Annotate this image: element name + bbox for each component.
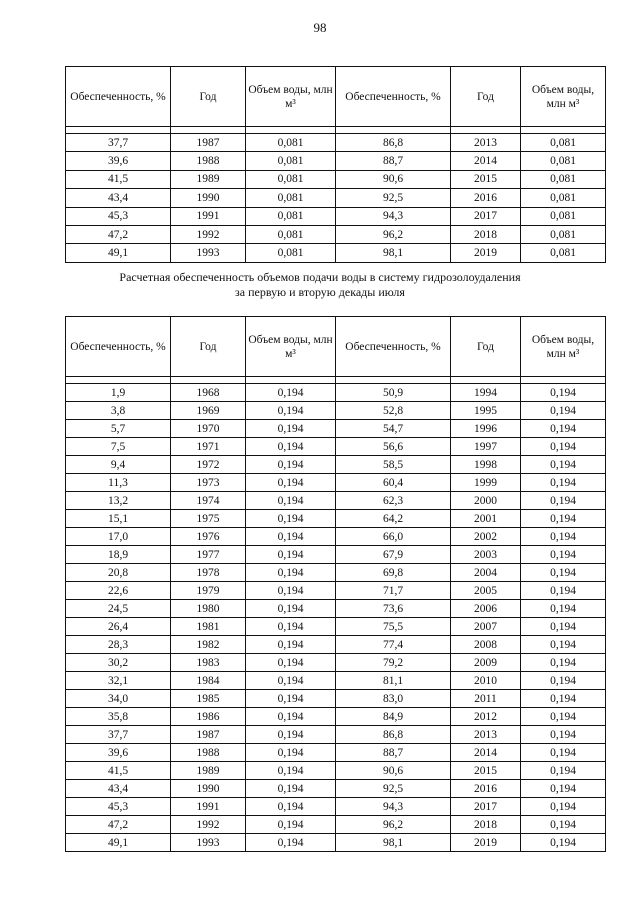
table-cell: 1980 <box>171 600 246 618</box>
column-header-supply: Обеспеченность, % <box>336 317 451 377</box>
table-cell: 0,194 <box>521 744 606 762</box>
table-cell: 3,8 <box>66 402 171 420</box>
table-cell: 41,5 <box>66 170 171 188</box>
table-cell: 26,4 <box>66 618 171 636</box>
table-cell: 2013 <box>451 134 521 152</box>
table-cell: 1974 <box>171 492 246 510</box>
table-cell: 24,5 <box>66 600 171 618</box>
table-row <box>66 456 606 474</box>
table-cell: 2000 <box>451 492 521 510</box>
table-cell: 1971 <box>171 438 246 456</box>
table-cell: 1977 <box>171 546 246 564</box>
table-cell: 43,4 <box>66 189 171 207</box>
table-cell: 1998 <box>451 456 521 474</box>
table-cell: 73,6 <box>336 600 451 618</box>
table-cell: 2014 <box>451 744 521 762</box>
table-cell: 0,194 <box>246 708 336 726</box>
spacer-cell <box>246 127 336 134</box>
table-cell: 2003 <box>451 546 521 564</box>
table-cell: 0,194 <box>246 762 336 780</box>
table-cell: 1979 <box>171 582 246 600</box>
table-cell: 0,194 <box>246 402 336 420</box>
table-cell: 2016 <box>451 189 521 207</box>
page-number: 98 <box>313 20 327 35</box>
table-cell: 2017 <box>451 798 521 816</box>
table-row <box>66 672 606 690</box>
table-cell: 0,194 <box>246 636 336 654</box>
table-cell: 94,3 <box>336 207 451 225</box>
spacer-cell <box>66 377 171 384</box>
table-row <box>66 618 606 636</box>
table-row <box>66 510 606 528</box>
table-body <box>66 377 606 852</box>
table-row <box>66 244 606 262</box>
table-cell: 1990 <box>171 189 246 207</box>
table-cell: 1978 <box>171 564 246 582</box>
table-row <box>66 726 606 744</box>
table-row <box>66 134 606 152</box>
table-cell: 98,1 <box>336 244 451 262</box>
table-cell: 1970 <box>171 420 246 438</box>
table-cell: 69,8 <box>336 564 451 582</box>
table-cell: 1,9 <box>66 384 171 402</box>
table-cell: 84,9 <box>336 708 451 726</box>
column-header-volume: Объем воды, млн м³ <box>246 67 336 127</box>
table-cell: 2015 <box>451 170 521 188</box>
table-cell: 0,194 <box>521 402 606 420</box>
table-cell: 2010 <box>451 672 521 690</box>
table-row <box>66 834 606 852</box>
table-cell: 0,194 <box>521 528 606 546</box>
table-cell: 0,081 <box>521 207 606 225</box>
table-cell: 0,194 <box>521 582 606 600</box>
table-cell: 2006 <box>451 600 521 618</box>
table-cell: 0,194 <box>521 726 606 744</box>
table-cell: 0,194 <box>246 420 336 438</box>
table-cell: 0,194 <box>521 708 606 726</box>
table-cell: 1983 <box>171 654 246 672</box>
table-cell: 0,194 <box>246 726 336 744</box>
table-cell: 2012 <box>451 708 521 726</box>
table-row <box>66 420 606 438</box>
table-row <box>66 225 606 243</box>
table-cell: 49,1 <box>66 244 171 262</box>
column-header-year: Год <box>171 317 246 377</box>
table-cell: 41,5 <box>66 762 171 780</box>
table-cell: 0,194 <box>246 582 336 600</box>
table-cell: 0,081 <box>521 152 606 170</box>
table-cell: 2007 <box>451 618 521 636</box>
table-cell: 0,194 <box>246 438 336 456</box>
spacer-cell <box>451 127 521 134</box>
table-cell: 0,194 <box>246 564 336 582</box>
table-body <box>66 127 606 263</box>
spacer-cell <box>171 377 246 384</box>
table-cell: 67,9 <box>336 546 451 564</box>
table-cell: 2014 <box>451 152 521 170</box>
table-cell: 18,9 <box>66 546 171 564</box>
table-cell: 32,1 <box>66 672 171 690</box>
table-cell: 0,194 <box>521 600 606 618</box>
table-cell: 66,0 <box>336 528 451 546</box>
table-cell: 90,6 <box>336 762 451 780</box>
table-cell: 0,194 <box>521 654 606 672</box>
table-cell: 0,194 <box>521 690 606 708</box>
table-cell: 0,194 <box>246 798 336 816</box>
table-cell: 1994 <box>451 384 521 402</box>
table-row <box>66 600 606 618</box>
table-cell: 0,194 <box>246 690 336 708</box>
table-row <box>66 582 606 600</box>
supply-table-1 <box>65 66 606 263</box>
table-cell: 1968 <box>171 384 246 402</box>
table-row <box>66 780 606 798</box>
table-cell: 11,3 <box>66 474 171 492</box>
table-spacer-row <box>66 377 606 384</box>
table-cell: 0,194 <box>246 456 336 474</box>
table-cell: 1989 <box>171 762 246 780</box>
spacer-cell <box>521 127 606 134</box>
table-cell: 1993 <box>171 834 246 852</box>
table-cell: 0,081 <box>521 225 606 243</box>
table-cell: 34,0 <box>66 690 171 708</box>
table-cell: 83,0 <box>336 690 451 708</box>
table-cell: 39,6 <box>66 744 171 762</box>
table-cell: 1990 <box>171 780 246 798</box>
table-cell: 88,7 <box>336 152 451 170</box>
table-cell: 0,194 <box>521 456 606 474</box>
table-cell: 92,5 <box>336 189 451 207</box>
section-title-line-2: за первую и вторую декады июля <box>235 285 405 299</box>
table-row <box>66 474 606 492</box>
table-cell: 43,4 <box>66 780 171 798</box>
table-cell: 9,4 <box>66 456 171 474</box>
spacer-cell <box>66 127 171 134</box>
table-row <box>66 798 606 816</box>
table-cell: 0,194 <box>246 546 336 564</box>
table-cell: 1992 <box>171 816 246 834</box>
table-header-row <box>66 67 606 127</box>
table-cell: 1976 <box>171 528 246 546</box>
table-row <box>66 528 606 546</box>
table-cell: 1991 <box>171 798 246 816</box>
column-header-supply: Обеспеченность, % <box>336 67 451 127</box>
table-row <box>66 816 606 834</box>
supply-table-2 <box>65 316 606 852</box>
table-cell: 35,8 <box>66 708 171 726</box>
table-cell: 62,3 <box>336 492 451 510</box>
table-cell: 0,194 <box>521 474 606 492</box>
table-cell: 2015 <box>451 762 521 780</box>
table-cell: 0,194 <box>246 654 336 672</box>
table-cell: 2018 <box>451 816 521 834</box>
table-cell: 0,194 <box>246 672 336 690</box>
table-cell: 0,081 <box>246 207 336 225</box>
table-row <box>66 402 606 420</box>
table-row <box>66 708 606 726</box>
table-row <box>66 744 606 762</box>
table-cell: 2009 <box>451 654 521 672</box>
table-cell: 1993 <box>171 244 246 262</box>
table-cell: 2005 <box>451 582 521 600</box>
table-cell: 1987 <box>171 726 246 744</box>
table-cell: 50,9 <box>336 384 451 402</box>
table-cell: 28,3 <box>66 636 171 654</box>
table-cell: 96,2 <box>336 225 451 243</box>
table-cell: 1975 <box>171 510 246 528</box>
table-cell: 0,081 <box>246 134 336 152</box>
table-cell: 0,194 <box>521 384 606 402</box>
table-cell: 1986 <box>171 708 246 726</box>
table-cell: 0,194 <box>246 834 336 852</box>
table-cell: 1988 <box>171 744 246 762</box>
table-cell: 0,194 <box>246 600 336 618</box>
table-cell: 86,8 <box>336 726 451 744</box>
table-cell: 1972 <box>171 456 246 474</box>
table-cell: 0,081 <box>246 189 336 207</box>
table-cell: 88,7 <box>336 744 451 762</box>
table-cell: 20,8 <box>66 564 171 582</box>
table-cell: 56,6 <box>336 438 451 456</box>
table-row <box>66 654 606 672</box>
table-cell: 0,081 <box>246 170 336 188</box>
table-cell: 0,081 <box>521 134 606 152</box>
table-cell: 1973 <box>171 474 246 492</box>
table-cell: 0,194 <box>521 546 606 564</box>
table-cell: 1992 <box>171 225 246 243</box>
table-cell: 0,194 <box>521 618 606 636</box>
section-title-line-1: Расчетная обеспеченность объемов подачи воды в систему гидрозолоудаления <box>119 270 521 284</box>
table-cell: 1984 <box>171 672 246 690</box>
table-cell: 2017 <box>451 207 521 225</box>
column-header-year: Год <box>171 67 246 127</box>
table-cell: 0,194 <box>521 564 606 582</box>
table-cell: 2016 <box>451 780 521 798</box>
table-cell: 2008 <box>451 636 521 654</box>
table-cell: 49,1 <box>66 834 171 852</box>
table-cell: 2002 <box>451 528 521 546</box>
table-cell: 98,1 <box>336 834 451 852</box>
table-cell: 58,5 <box>336 456 451 474</box>
table-cell: 54,7 <box>336 420 451 438</box>
table-row <box>66 384 606 402</box>
table-cell: 1985 <box>171 690 246 708</box>
spacer-cell <box>336 377 451 384</box>
table-cell: 47,2 <box>66 816 171 834</box>
table-row <box>66 762 606 780</box>
table-cell: 0,194 <box>521 438 606 456</box>
spacer-cell <box>171 127 246 134</box>
table-cell: 37,7 <box>66 726 171 744</box>
table-cell: 7,5 <box>66 438 171 456</box>
table-cell: 52,8 <box>336 402 451 420</box>
table-cell: 0,194 <box>246 780 336 798</box>
table-cell: 0,194 <box>521 816 606 834</box>
table-row <box>66 564 606 582</box>
table-cell: 1999 <box>451 474 521 492</box>
table-cell: 1996 <box>451 420 521 438</box>
table-row <box>66 152 606 170</box>
column-header-year: Год <box>451 67 521 127</box>
table-cell: 0,194 <box>246 384 336 402</box>
table-cell: 0,194 <box>521 762 606 780</box>
table-cell: 37,7 <box>66 134 171 152</box>
table-cell: 2018 <box>451 225 521 243</box>
table-row <box>66 189 606 207</box>
table-cell: 2019 <box>451 834 521 852</box>
table-cell: 0,081 <box>246 152 336 170</box>
table-cell: 1987 <box>171 134 246 152</box>
table-row <box>66 170 606 188</box>
table-cell: 1989 <box>171 170 246 188</box>
table-cell: 96,2 <box>336 816 451 834</box>
table-header-row <box>66 317 606 377</box>
table-cell: 5,7 <box>66 420 171 438</box>
spacer-cell <box>246 377 336 384</box>
table-cell: 0,081 <box>521 170 606 188</box>
table-spacer-row <box>66 127 606 134</box>
table-cell: 0,194 <box>246 744 336 762</box>
table-cell: 47,2 <box>66 225 171 243</box>
table-cell: 1969 <box>171 402 246 420</box>
table-cell: 0,194 <box>521 798 606 816</box>
spacer-cell <box>451 377 521 384</box>
table-cell: 1995 <box>451 402 521 420</box>
table-cell: 0,194 <box>521 420 606 438</box>
table-cell: 30,2 <box>66 654 171 672</box>
table-cell: 0,194 <box>246 492 336 510</box>
table-cell: 92,5 <box>336 780 451 798</box>
table-row <box>66 438 606 456</box>
table-cell: 0,194 <box>246 510 336 528</box>
table-cell: 0,194 <box>246 528 336 546</box>
table-cell: 15,1 <box>66 510 171 528</box>
table-cell: 94,3 <box>336 798 451 816</box>
table-cell: 0,081 <box>521 244 606 262</box>
table-cell: 64,2 <box>336 510 451 528</box>
table-cell: 0,194 <box>246 816 336 834</box>
table-cell: 0,194 <box>246 474 336 492</box>
table-cell: 0,194 <box>521 510 606 528</box>
table-cell: 0,081 <box>246 225 336 243</box>
table-cell: 17,0 <box>66 528 171 546</box>
table-cell: 0,194 <box>521 636 606 654</box>
column-header-year: Год <box>451 317 521 377</box>
table-cell: 1988 <box>171 152 246 170</box>
table-cell: 1997 <box>451 438 521 456</box>
table-cell: 0,081 <box>521 189 606 207</box>
table-cell: 45,3 <box>66 798 171 816</box>
table-row <box>66 690 606 708</box>
table-row <box>66 546 606 564</box>
table-cell: 60,4 <box>336 474 451 492</box>
table-cell: 1991 <box>171 207 246 225</box>
table-cell: 90,6 <box>336 170 451 188</box>
column-header-volume: Объем воды, млн м³ <box>521 67 606 127</box>
column-header-volume: Объем воды, млн м³ <box>246 317 336 377</box>
column-header-supply: Обеспеченность, % <box>66 67 171 127</box>
table-cell: 2019 <box>451 244 521 262</box>
table-cell: 22,6 <box>66 582 171 600</box>
table-cell: 45,3 <box>66 207 171 225</box>
table-row <box>66 207 606 225</box>
table-cell: 0,194 <box>246 618 336 636</box>
table-cell: 2004 <box>451 564 521 582</box>
table-cell: 2013 <box>451 726 521 744</box>
table-cell: 86,8 <box>336 134 451 152</box>
table-cell: 81,1 <box>336 672 451 690</box>
table-cell: 0,194 <box>521 834 606 852</box>
table-cell: 13,2 <box>66 492 171 510</box>
table-cell: 71,7 <box>336 582 451 600</box>
table-row <box>66 636 606 654</box>
section-title <box>0 270 640 300</box>
table-cell: 0,194 <box>521 492 606 510</box>
table-cell: 2011 <box>451 690 521 708</box>
spacer-cell <box>336 127 451 134</box>
table-cell: 75,5 <box>336 618 451 636</box>
table-cell: 77,4 <box>336 636 451 654</box>
column-header-supply: Обеспеченность, % <box>66 317 171 377</box>
table-row <box>66 492 606 510</box>
spacer-cell <box>521 377 606 384</box>
table-cell: 1981 <box>171 618 246 636</box>
column-header-volume: Объем воды, млн м³ <box>521 317 606 377</box>
table-cell: 0,081 <box>246 244 336 262</box>
table-cell: 79,2 <box>336 654 451 672</box>
table-cell: 0,194 <box>521 780 606 798</box>
table-cell: 1982 <box>171 636 246 654</box>
table-cell: 39,6 <box>66 152 171 170</box>
table-cell: 2001 <box>451 510 521 528</box>
table-cell: 0,194 <box>521 672 606 690</box>
